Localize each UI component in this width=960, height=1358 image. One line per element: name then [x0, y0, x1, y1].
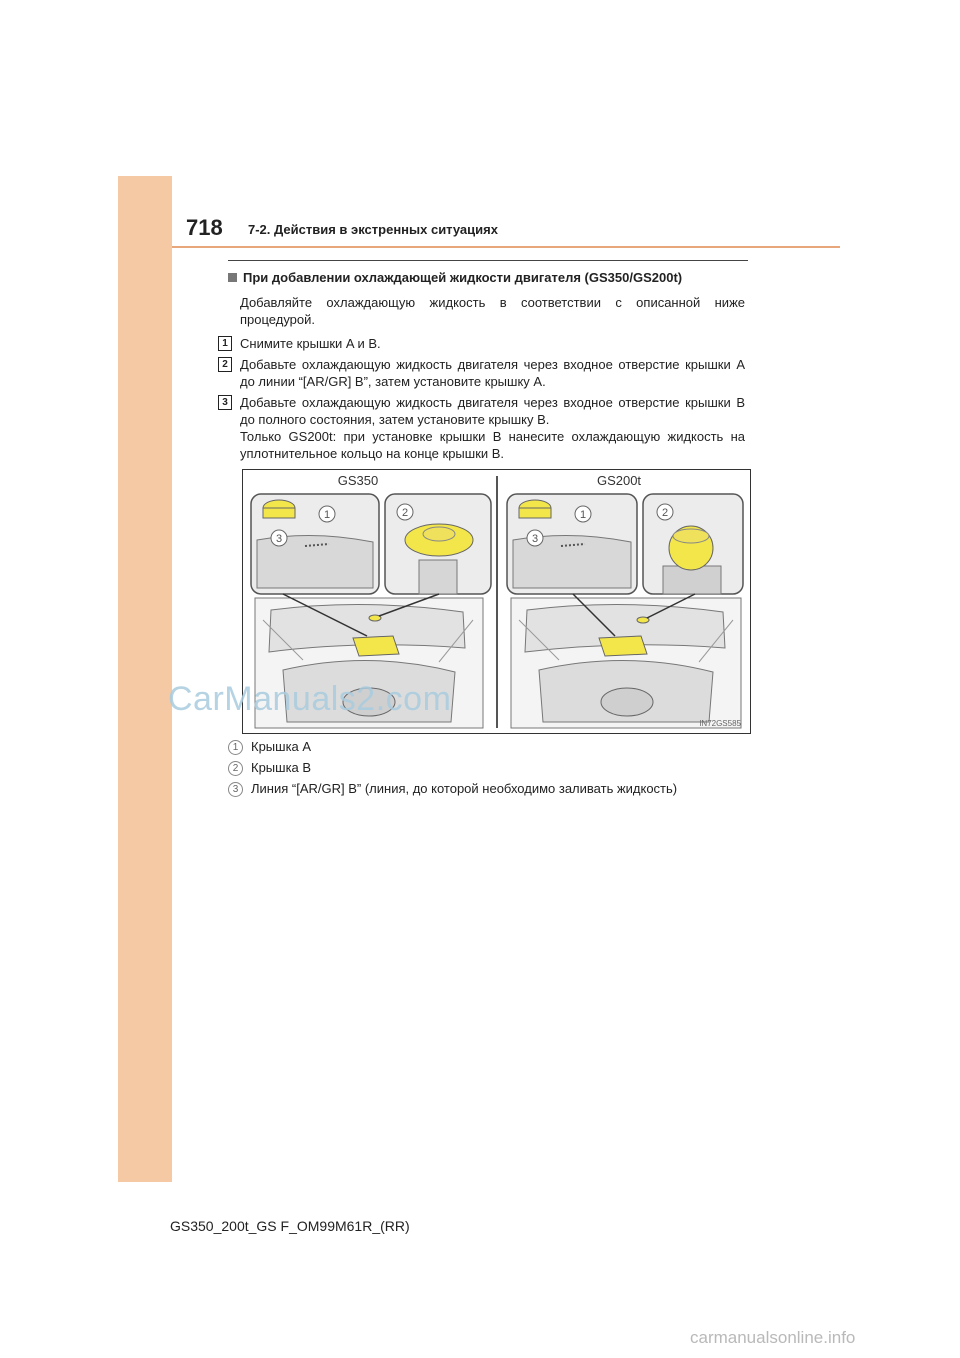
step-2	[218, 356, 745, 390]
callout-3-left	[271, 530, 287, 546]
label-gs350: GS350	[337, 473, 379, 488]
step-3	[218, 394, 745, 462]
label-gs200t: GS200t	[596, 473, 642, 488]
svg-text:2: 2	[401, 507, 409, 519]
callout-1-left	[319, 506, 335, 522]
figure-code: IN72GS585	[699, 719, 741, 728]
legend-text: Линия “[AR/GR] B” (линия, до которой необходимо заливать жидкость)	[251, 781, 678, 796]
legend-text: Крышка A	[251, 739, 312, 754]
callout-3-right	[527, 530, 543, 546]
svg-text:2: 2	[661, 507, 669, 519]
step-text: Добавьте охлаждающую жидкость двигателя через входное отверстие крышки B до полного состояния, затем установите крышку B.	[240, 395, 745, 427]
square-bullet-icon	[228, 273, 237, 282]
legend-number: 2	[228, 761, 243, 776]
step-text: Только GS200t: при установке крышки B нанесите охлаждающую жидкость на уплотнительное кольцо на конце крышки B.	[240, 429, 745, 461]
callout-2-right	[657, 504, 673, 520]
topic-heading	[228, 270, 682, 285]
callout-1-right	[575, 506, 591, 522]
step-1	[218, 335, 745, 352]
gs200t-cap-a-inset	[507, 494, 637, 594]
legend-number: 1	[228, 740, 243, 755]
legend-text: Крышка B	[251, 760, 312, 775]
side-tab-band	[118, 176, 172, 1182]
legend-item	[228, 781, 748, 797]
svg-text:1: 1	[579, 509, 587, 521]
footer-model-code: GS350_200t_GS F_OM99M61R_(RR)	[170, 1218, 410, 1234]
watermark-carmanuals2: CarManuals2.com	[168, 680, 452, 718]
step-text: Снимите крышки A и B.	[240, 336, 381, 351]
topic-heading-text: При добавлении охлаждающей жидкости двигателя (GS350/GS200t)	[243, 270, 683, 285]
intro-paragraph: Добавляйте охлаждающую жидкость в соответствии с описанной ниже процедурой.	[240, 295, 745, 327]
callout-2-left	[397, 504, 413, 520]
legend-item	[228, 739, 748, 755]
watermark-site: carmanualsonline.info	[690, 1328, 856, 1347]
section-title: 7-2. Действия в экстренных ситуациях	[248, 222, 498, 237]
gs200t-engine-view	[511, 598, 741, 728]
header-rule	[172, 246, 840, 248]
topic-rule	[228, 260, 748, 261]
step-number: 2	[218, 357, 232, 372]
gs350-cap-a-inset	[251, 494, 379, 594]
step-number: 3	[218, 395, 232, 410]
page-number: 718	[186, 215, 223, 240]
legend-item	[228, 760, 748, 776]
svg-text:3: 3	[531, 533, 539, 545]
legend-number: 3	[228, 782, 243, 797]
step-text: Добавьте охлаждающую жидкость двигателя через входное отверстие крышки A до линии “[AR/GR] B”, затем установите крышку A.	[240, 357, 745, 389]
svg-text:3: 3	[275, 533, 283, 545]
svg-text:1: 1	[323, 509, 331, 521]
step-number: 1	[218, 336, 232, 351]
